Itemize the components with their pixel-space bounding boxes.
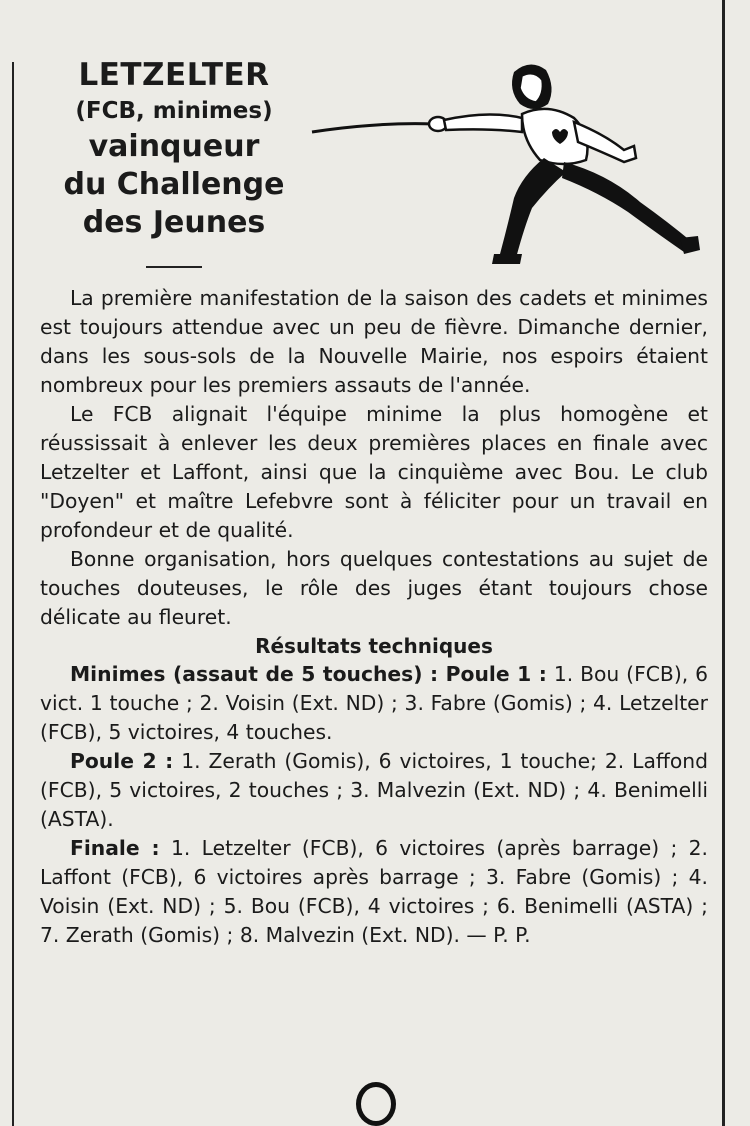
column-rule-right: [722, 0, 725, 1126]
results-finale: [40, 834, 708, 950]
results-poule-1: [40, 660, 708, 747]
end-mark-circle: [356, 1082, 396, 1126]
poule-1-text: 1. Bou (FCB), 6 vict. 1 touche ; 2. Voisin (Ext. ND) ; 3. Fabre (Gomis) ; 4. Letzelter (FCB), 5 victoires, 4 touches.: [40, 662, 708, 744]
paragraph-3: Bonne organisation, hors quelques contestations au sujet de touches douteuses, le rôle des juges étant toujours chose délicate au fleuret.: [40, 547, 708, 629]
article-body: [40, 284, 708, 950]
poule-1-label: Minimes (assaut de 5 touches) : Poule 1 :: [70, 662, 547, 686]
headline-name: LETZELTER: [78, 57, 270, 93]
paragraph-1: La première manifestation de la saison des cadets et minimes est toujours attendue avec un peu de fièvre. Dimanche dernier, dans les sous-sols de la Nouvelle Mairie, nos espoirs étaient nombreux pour les premiers assauts de l'année.: [40, 286, 708, 397]
headline-line-3: vainqueur: [88, 129, 260, 164]
headline-line-5: des Jeunes: [82, 205, 266, 240]
results-title: Résultats techniques: [255, 634, 493, 658]
headline-divider: [146, 266, 202, 268]
paragraph-2: Le FCB alignait l'équipe minime la plus homogène et réussissait à enlever les deux premières places en finale avec Letzelter et Laffont, ainsi que la cinquième avec Bou. Le club "Doyen" et maître Lefebvre sont à féliciter pour un travail en profondeur et de qualité.: [40, 402, 708, 542]
fencer-illustration: [308, 58, 708, 270]
poule-2-label: Poule 2 :: [70, 749, 174, 773]
headline-club: (FCB, minimes): [75, 98, 273, 124]
headline-line-4: du Challenge: [63, 167, 285, 202]
poule-2-text: 1. Zerath (Gomis), 6 victoires, 1 touche; 2. Laffond (FCB), 5 victoires, 2 touches ; 3. Malvezin (Ext. ND) ; 4. Benimelli (ASTA).: [40, 749, 708, 831]
finale-label: Finale :: [70, 836, 160, 860]
finale-text: 1. Letzelter (FCB), 6 victoires (après barrage) ; 2. Laffont (FCB), 6 victoires après barrage ; 3. Fabre (Gomis) ; 4. Voisin (Ext. ND) ; 5. Bou (FCB), 4 victoires ; 6. Benimelli (ASTA) ; 7. Zerath (Gomis) ; 8. Malvezin (Ext. ND). — P. P.: [40, 836, 708, 947]
headline: [28, 56, 320, 242]
fencer-icon: [312, 64, 700, 264]
results-poule-2: [40, 747, 708, 834]
column-rule-left: [12, 62, 14, 1126]
